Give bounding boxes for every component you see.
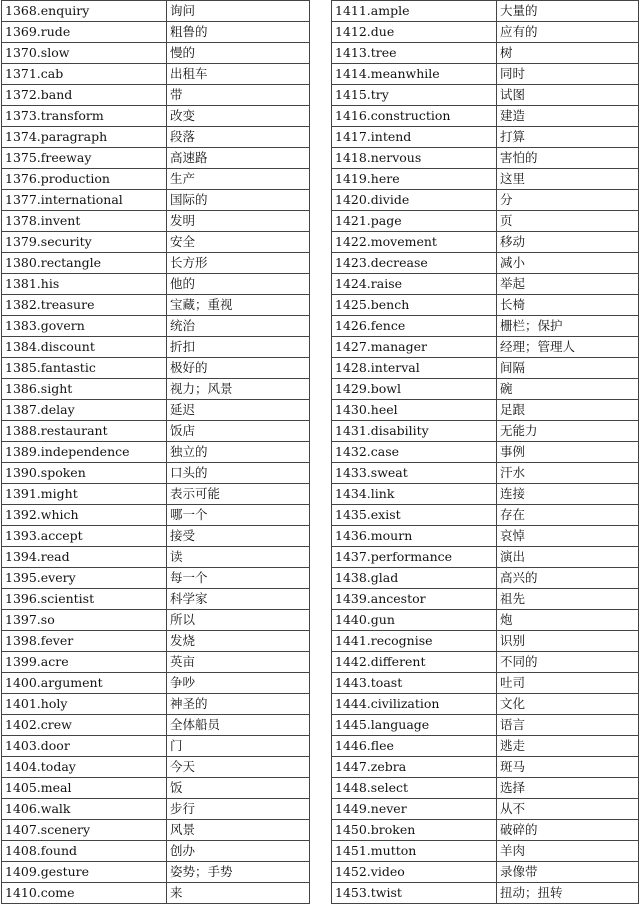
- english-word-cell: 1447.zebra: [332, 757, 497, 778]
- english-word-cell: 1427.manager: [332, 337, 497, 358]
- vocab-row: [332, 85, 639, 106]
- english-word-cell: 1436.mourn: [332, 526, 497, 547]
- chinese-meaning-cell: 宝藏；重视: [167, 295, 310, 316]
- english-word-cell: 1411.ample: [332, 1, 497, 22]
- english-word-cell: 1368.enquiry: [2, 1, 167, 22]
- english-word-cell: 1419.here: [332, 169, 497, 190]
- chinese-meaning-cell: 神圣的: [167, 694, 310, 715]
- chinese-meaning-cell: 演出: [497, 547, 639, 568]
- vocab-row: [332, 1, 639, 22]
- english-word-cell: 1373.transform: [2, 106, 167, 127]
- english-word-cell: 1440.gun: [332, 610, 497, 631]
- vocab-row: [2, 211, 310, 232]
- english-word-cell: 1396.scientist: [2, 589, 167, 610]
- chinese-meaning-cell: 存在: [497, 505, 639, 526]
- chinese-meaning-cell: 极好的: [167, 358, 310, 379]
- chinese-meaning-cell: 破碎的: [497, 820, 639, 841]
- english-word-cell: 1418.nervous: [332, 148, 497, 169]
- english-word-cell: 1446.flee: [332, 736, 497, 757]
- english-word-cell: 1428.interval: [332, 358, 497, 379]
- vocab-row: [2, 484, 310, 505]
- english-word-cell: 1415.try: [332, 85, 497, 106]
- chinese-meaning-cell: 表示可能: [167, 484, 310, 505]
- english-word-cell: 1422.movement: [332, 232, 497, 253]
- english-word-cell: 1421.page: [332, 211, 497, 232]
- vocab-row: [2, 673, 310, 694]
- chinese-meaning-cell: 英亩: [167, 652, 310, 673]
- chinese-meaning-cell: 从不: [497, 799, 639, 820]
- english-word-cell: 1379.security: [2, 232, 167, 253]
- chinese-meaning-cell: 足跟: [497, 400, 639, 421]
- english-word-cell: 1401.holy: [2, 694, 167, 715]
- english-word-cell: 1403.door: [2, 736, 167, 757]
- english-word-cell: 1448.select: [332, 778, 497, 799]
- vocab-row: [2, 547, 310, 568]
- english-word-cell: 1407.scenery: [2, 820, 167, 841]
- vocab-row: [2, 85, 310, 106]
- chinese-meaning-cell: 改变: [167, 106, 310, 127]
- chinese-meaning-cell: 无能力: [497, 421, 639, 442]
- english-word-cell: 1443.toast: [332, 673, 497, 694]
- vocab-row: [2, 778, 310, 799]
- english-word-cell: 1399.acre: [2, 652, 167, 673]
- english-word-cell: 1412.due: [332, 22, 497, 43]
- english-word-cell: 1420.divide: [332, 190, 497, 211]
- vocab-row: [332, 757, 639, 778]
- english-word-cell: 1375.freeway: [2, 148, 167, 169]
- vocab-row: [2, 106, 310, 127]
- vocab-row: [2, 757, 310, 778]
- chinese-meaning-cell: 哀悼: [497, 526, 639, 547]
- vocab-row: [2, 337, 310, 358]
- vocab-row: [2, 295, 310, 316]
- chinese-meaning-cell: 逃走: [497, 736, 639, 757]
- vocab-row: [2, 379, 310, 400]
- english-word-cell: 1374.paragraph: [2, 127, 167, 148]
- vocab-row: [2, 799, 310, 820]
- vocab-row: [332, 190, 639, 211]
- chinese-meaning-cell: 发明: [167, 211, 310, 232]
- chinese-meaning-cell: 所以: [167, 610, 310, 631]
- chinese-meaning-cell: 分: [497, 190, 639, 211]
- chinese-meaning-cell: 汗水: [497, 463, 639, 484]
- chinese-meaning-cell: 生产: [167, 169, 310, 190]
- vocab-row: [332, 148, 639, 169]
- english-word-cell: 1426.fence: [332, 316, 497, 337]
- chinese-meaning-cell: 选择: [497, 778, 639, 799]
- vocab-row: [332, 379, 639, 400]
- right-vocab-rows: [332, 1, 639, 904]
- chinese-meaning-cell: 出租车: [167, 64, 310, 85]
- english-word-cell: 1442.different: [332, 652, 497, 673]
- chinese-meaning-cell: 移动: [497, 232, 639, 253]
- chinese-meaning-cell: 争吵: [167, 673, 310, 694]
- vocab-row: [332, 736, 639, 757]
- vocab-row: [2, 316, 310, 337]
- vocab-row: [2, 589, 310, 610]
- vocab-row: [2, 715, 310, 736]
- english-word-cell: 1402.crew: [2, 715, 167, 736]
- vocab-row: [2, 400, 310, 421]
- vocab-row: [332, 526, 639, 547]
- vocab-row: [2, 652, 310, 673]
- english-word-cell: 1371.cab: [2, 64, 167, 85]
- chinese-meaning-cell: 统治: [167, 316, 310, 337]
- vocab-row: [332, 316, 639, 337]
- chinese-meaning-cell: 语言: [497, 715, 639, 736]
- vocab-row: [2, 463, 310, 484]
- english-word-cell: 1413.tree: [332, 43, 497, 64]
- english-word-cell: 1372.band: [2, 85, 167, 106]
- left-vocab-table: [1, 0, 310, 904]
- chinese-meaning-cell: 连接: [497, 484, 639, 505]
- chinese-meaning-cell: 扭动；扭转: [497, 883, 639, 904]
- english-word-cell: 1430.heel: [332, 400, 497, 421]
- chinese-meaning-cell: 长方形: [167, 253, 310, 274]
- chinese-meaning-cell: 大量的: [497, 1, 639, 22]
- english-word-cell: 1390.spoken: [2, 463, 167, 484]
- chinese-meaning-cell: 带: [167, 85, 310, 106]
- english-word-cell: 1439.ancestor: [332, 589, 497, 610]
- english-word-cell: 1429.bowl: [332, 379, 497, 400]
- english-word-cell: 1417.intend: [332, 127, 497, 148]
- chinese-meaning-cell: 科学家: [167, 589, 310, 610]
- english-word-cell: 1389.independence: [2, 442, 167, 463]
- english-word-cell: 1392.which: [2, 505, 167, 526]
- english-word-cell: 1383.govern: [2, 316, 167, 337]
- chinese-meaning-cell: 识别: [497, 631, 639, 652]
- vocab-row: [332, 22, 639, 43]
- vocab-row: [332, 442, 639, 463]
- vocab-row: [332, 169, 639, 190]
- english-word-cell: 1377.international: [2, 190, 167, 211]
- vocab-row: [332, 883, 639, 904]
- chinese-meaning-cell: 口头的: [167, 463, 310, 484]
- vocab-row: [332, 127, 639, 148]
- vocab-row: [2, 190, 310, 211]
- vocab-row: [2, 610, 310, 631]
- vocab-row: [2, 148, 310, 169]
- vocab-row: [332, 862, 639, 883]
- chinese-meaning-cell: 创办: [167, 841, 310, 862]
- english-word-cell: 1388.restaurant: [2, 421, 167, 442]
- english-word-cell: 1437.performance: [332, 547, 497, 568]
- vocab-row: [2, 1, 310, 22]
- vocab-row: [2, 232, 310, 253]
- english-word-cell: 1416.construction: [332, 106, 497, 127]
- english-word-cell: 1453.twist: [332, 883, 497, 904]
- chinese-meaning-cell: 应有的: [497, 22, 639, 43]
- chinese-meaning-cell: 读: [167, 547, 310, 568]
- vocab-row: [332, 253, 639, 274]
- english-word-cell: 1393.accept: [2, 526, 167, 547]
- english-word-cell: 1370.slow: [2, 43, 167, 64]
- vocab-row: [332, 421, 639, 442]
- vocab-row: [332, 547, 639, 568]
- english-word-cell: 1385.fantastic: [2, 358, 167, 379]
- english-word-cell: 1381.his: [2, 274, 167, 295]
- vocab-row: [2, 862, 310, 883]
- chinese-meaning-cell: 这里: [497, 169, 639, 190]
- english-word-cell: 1395.every: [2, 568, 167, 589]
- chinese-meaning-cell: 延迟: [167, 400, 310, 421]
- english-word-cell: 1444.civilization: [332, 694, 497, 715]
- vocab-row: [332, 820, 639, 841]
- chinese-meaning-cell: 段落: [167, 127, 310, 148]
- right-vocab-table: [331, 0, 639, 904]
- english-word-cell: 1433.sweat: [332, 463, 497, 484]
- english-word-cell: 1424.raise: [332, 274, 497, 295]
- chinese-meaning-cell: 打算: [497, 127, 639, 148]
- chinese-meaning-cell: 粗鲁的: [167, 22, 310, 43]
- english-word-cell: 1394.read: [2, 547, 167, 568]
- english-word-cell: 1441.recognise: [332, 631, 497, 652]
- chinese-meaning-cell: 折扣: [167, 337, 310, 358]
- vocab-row: [332, 610, 639, 631]
- chinese-meaning-cell: 文化: [497, 694, 639, 715]
- vocab-row: [2, 526, 310, 547]
- chinese-meaning-cell: 门: [167, 736, 310, 757]
- chinese-meaning-cell: 来: [167, 883, 310, 904]
- vocab-row: [332, 274, 639, 295]
- chinese-meaning-cell: 他的: [167, 274, 310, 295]
- chinese-meaning-cell: 建造: [497, 106, 639, 127]
- vocab-row: [332, 652, 639, 673]
- vocab-row: [332, 568, 639, 589]
- chinese-meaning-cell: 斑马: [497, 757, 639, 778]
- english-word-cell: 1423.decrease: [332, 253, 497, 274]
- chinese-meaning-cell: 同时: [497, 64, 639, 85]
- vocab-row: [332, 43, 639, 64]
- vocab-row: [2, 568, 310, 589]
- chinese-meaning-cell: 哪一个: [167, 505, 310, 526]
- chinese-meaning-cell: 接受: [167, 526, 310, 547]
- vocab-row: [2, 442, 310, 463]
- english-word-cell: 1450.broken: [332, 820, 497, 841]
- chinese-meaning-cell: 慢的: [167, 43, 310, 64]
- chinese-meaning-cell: 炮: [497, 610, 639, 631]
- english-word-cell: 1378.invent: [2, 211, 167, 232]
- english-word-cell: 1391.might: [2, 484, 167, 505]
- vocab-row: [332, 505, 639, 526]
- english-word-cell: 1405.meal: [2, 778, 167, 799]
- chinese-meaning-cell: 高速路: [167, 148, 310, 169]
- chinese-meaning-cell: 长椅: [497, 295, 639, 316]
- chinese-meaning-cell: 羊肉: [497, 841, 639, 862]
- vocab-row: [332, 211, 639, 232]
- vocab-row: [332, 841, 639, 862]
- chinese-meaning-cell: 每一个: [167, 568, 310, 589]
- english-word-cell: 1382.treasure: [2, 295, 167, 316]
- english-word-cell: 1387.delay: [2, 400, 167, 421]
- vocab-row: [332, 694, 639, 715]
- vocab-row: [332, 463, 639, 484]
- chinese-meaning-cell: 不同的: [497, 652, 639, 673]
- vocab-row: [2, 631, 310, 652]
- english-word-cell: 1435.exist: [332, 505, 497, 526]
- vocab-row: [332, 295, 639, 316]
- english-word-cell: 1410.come: [2, 883, 167, 904]
- vocab-row: [2, 22, 310, 43]
- vocab-row: [332, 232, 639, 253]
- chinese-meaning-cell: 国际的: [167, 190, 310, 211]
- chinese-meaning-cell: 饭店: [167, 421, 310, 442]
- english-word-cell: 1432.case: [332, 442, 497, 463]
- english-word-cell: 1380.rectangle: [2, 253, 167, 274]
- chinese-meaning-cell: 间隔: [497, 358, 639, 379]
- chinese-meaning-cell: 视力；风景: [167, 379, 310, 400]
- vocab-row: [332, 106, 639, 127]
- vocab-row: [2, 253, 310, 274]
- vocab-row: [332, 64, 639, 85]
- vocab-row: [332, 358, 639, 379]
- chinese-meaning-cell: 今天: [167, 757, 310, 778]
- vocab-row: [2, 841, 310, 862]
- english-word-cell: 1434.link: [332, 484, 497, 505]
- vocab-row: [2, 883, 310, 904]
- english-word-cell: 1404.today: [2, 757, 167, 778]
- english-word-cell: 1398.fever: [2, 631, 167, 652]
- english-word-cell: 1414.meanwhile: [332, 64, 497, 85]
- vocab-row: [332, 715, 639, 736]
- vocab-row: [2, 169, 310, 190]
- vocab-row: [332, 400, 639, 421]
- left-vocab-rows: [2, 1, 310, 904]
- chinese-meaning-cell: 减小: [497, 253, 639, 274]
- vocab-row: [2, 43, 310, 64]
- english-word-cell: 1397.so: [2, 610, 167, 631]
- chinese-meaning-cell: 风景: [167, 820, 310, 841]
- chinese-meaning-cell: 举起: [497, 274, 639, 295]
- vocab-row: [2, 127, 310, 148]
- english-word-cell: 1376.production: [2, 169, 167, 190]
- english-word-cell: 1400.argument: [2, 673, 167, 694]
- vocab-row: [332, 337, 639, 358]
- vocab-row: [2, 736, 310, 757]
- chinese-meaning-cell: 独立的: [167, 442, 310, 463]
- chinese-meaning-cell: 高兴的: [497, 568, 639, 589]
- english-word-cell: 1384.discount: [2, 337, 167, 358]
- vocab-row: [2, 694, 310, 715]
- vocab-row: [332, 484, 639, 505]
- chinese-meaning-cell: 事例: [497, 442, 639, 463]
- english-word-cell: 1406.walk: [2, 799, 167, 820]
- english-word-cell: 1386.sight: [2, 379, 167, 400]
- english-word-cell: 1425.bench: [332, 295, 497, 316]
- english-word-cell: 1445.language: [332, 715, 497, 736]
- chinese-meaning-cell: 询问: [167, 1, 310, 22]
- chinese-meaning-cell: 发烧: [167, 631, 310, 652]
- vocab-row: [2, 64, 310, 85]
- vocab-row: [332, 673, 639, 694]
- chinese-meaning-cell: 经理；管理人: [497, 337, 639, 358]
- chinese-meaning-cell: 步行: [167, 799, 310, 820]
- chinese-meaning-cell: 页: [497, 211, 639, 232]
- chinese-meaning-cell: 碗: [497, 379, 639, 400]
- chinese-meaning-cell: 吐司: [497, 673, 639, 694]
- english-word-cell: 1451.mutton: [332, 841, 497, 862]
- vocab-row: [2, 358, 310, 379]
- chinese-meaning-cell: 试图: [497, 85, 639, 106]
- vocab-row: [332, 778, 639, 799]
- english-word-cell: 1431.disability: [332, 421, 497, 442]
- chinese-meaning-cell: 全体船员: [167, 715, 310, 736]
- chinese-meaning-cell: 祖先: [497, 589, 639, 610]
- vocab-row: [2, 505, 310, 526]
- vocab-row: [332, 631, 639, 652]
- vocab-row: [2, 274, 310, 295]
- english-word-cell: 1449.never: [332, 799, 497, 820]
- chinese-meaning-cell: 安全: [167, 232, 310, 253]
- english-word-cell: 1452.video: [332, 862, 497, 883]
- chinese-meaning-cell: 栅栏；保护: [497, 316, 639, 337]
- english-word-cell: 1408.found: [2, 841, 167, 862]
- chinese-meaning-cell: 姿势；手势: [167, 862, 310, 883]
- vocab-row: [2, 421, 310, 442]
- english-word-cell: 1438.glad: [332, 568, 497, 589]
- english-word-cell: 1369.rude: [2, 22, 167, 43]
- english-word-cell: 1409.gesture: [2, 862, 167, 883]
- chinese-meaning-cell: 饭: [167, 778, 310, 799]
- vocab-row: [332, 589, 639, 610]
- chinese-meaning-cell: 录像带: [497, 862, 639, 883]
- vocab-row: [332, 799, 639, 820]
- vocab-row: [2, 820, 310, 841]
- chinese-meaning-cell: 害怕的: [497, 148, 639, 169]
- chinese-meaning-cell: 树: [497, 43, 639, 64]
